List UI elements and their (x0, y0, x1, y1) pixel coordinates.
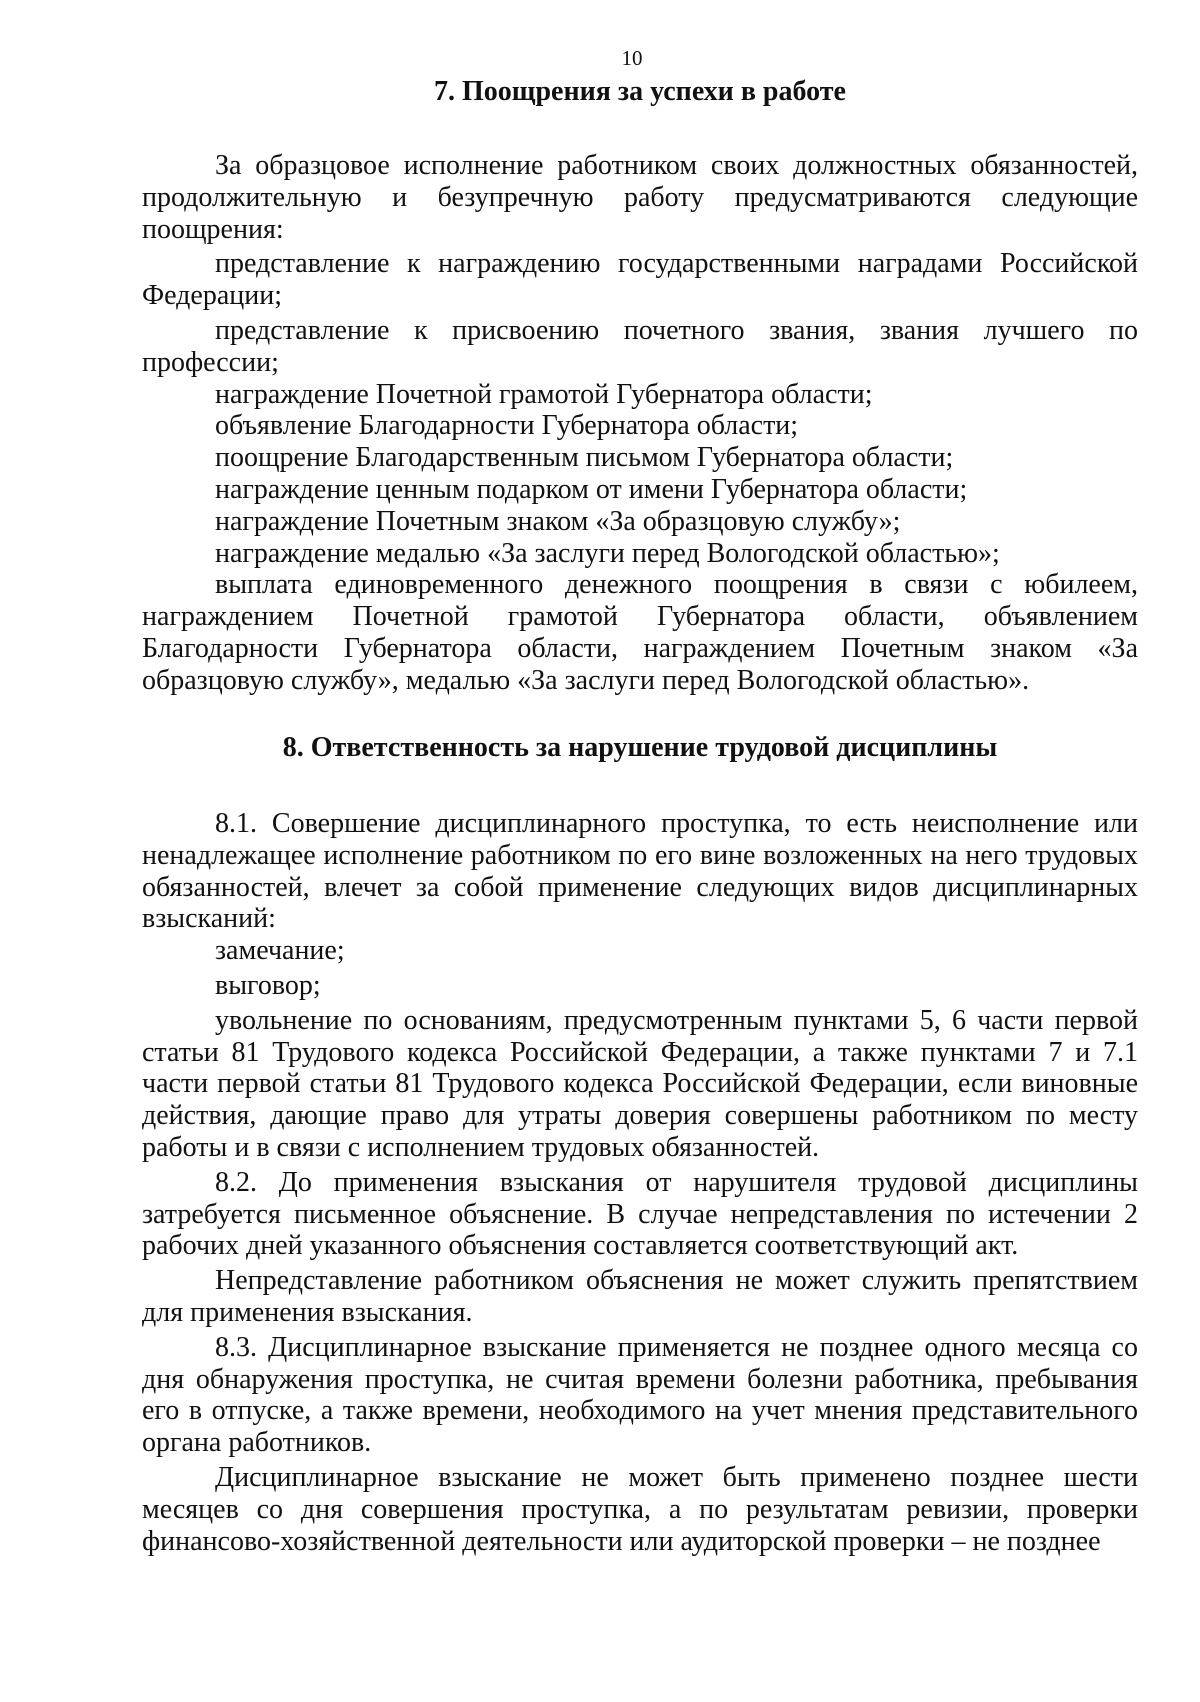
list-item: увольнение по основаниям, предусмотренным пунктами 5, 6 части первой статьи 81 Трудового кодекса Российской Федерации, а также пунктами 7 и 7.1 части первой статьи 81 Трудового кодекса Российской Федерации, если виновные действия, дающие право для утраты доверия совершены работником по месту работы и в связи с исполнением трудовых обязанностей. (142, 1004, 1138, 1163)
list-item: награждение Почетной грамотой Губернатора области; (215, 378, 873, 410)
clause-8-2-paragraph: 8.2. До применения взыскания от нарушителя трудовой дисциплины затребуется письменное объяснение. В случае непредставления по истечении 2 рабочих дней указанного объяснения составляется соответствующий акт. (142, 1166, 1138, 1262)
list-item: выговор; (215, 969, 321, 1001)
list-item: замечание; (215, 935, 345, 967)
section-7-body (142, 150, 1138, 697)
list-item: выплата единовременного денежного поощрения в связи с юбилеем, награждением Почетной грамотой Губернатора области, объявлением Благодарности Губернатора области, награждением Почетным знаком «За образцовую службу», медалью «За заслуги перед Вологодской областью». (142, 569, 1138, 696)
section-7-intro-paragraph: За образцовое исполнение работником своих должностных обязанностей, продолжительную и безупречную работу предусматриваются следующие поощрения: (142, 150, 1138, 245)
page-number: 10 (621, 46, 643, 70)
list-item: награждение ценным подарком от имени Губернатора области; (215, 473, 968, 505)
list-item: представление к награждению государственными наградами Российской Федерации; (142, 248, 1138, 312)
clause-8-1-paragraph: 8.1. Совершение дисциплинарного проступка, то есть неисполнение или ненадлежащее исполнение работником по его вине возложенных на него трудовых обязанностей, влечет за собой применение следующих видов дисциплинарных взысканий: (142, 808, 1138, 935)
section-8-title: 8. Ответственность за нарушение трудовой дисциплины (282, 732, 998, 763)
section-8-body (142, 808, 1138, 1557)
list-item: представление к присвоению почетного звания, звания лучшего по профессии; (142, 314, 1138, 378)
list-item: награждение Почетным знаком «За образцовую службу»; (215, 505, 901, 537)
paragraph: Непредставление работником объяснения не может служить препятствием для применения взыскания. (142, 1265, 1138, 1328)
section-7-title: 7. Поощрения за успехи в работе (434, 76, 846, 107)
list-item: награждение медалью «За заслуги перед Вологодской областью»; (215, 537, 1000, 569)
list-item: поощрение Благодарственным письмом Губернатора области; (215, 442, 954, 474)
list-item: объявление Благодарности Губернатора области; (215, 410, 799, 442)
clause-8-3-paragraph: 8.3. Дисциплинарное взыскание применяется не позднее одного месяца со дня обнаружения проступка, не считая времени болезни работника, пребывания его в отпуске, а также времени, необходимого на учет мнения представительного органа работников. (142, 1331, 1138, 1459)
paragraph: Дисциплинарное взыскание не может быть применено позднее шести месяцев со дня совершения проступка, а по результатам ревизии, проверки финансово-хозяйственной деятельности или аудиторской проверки – не позднее (142, 1461, 1138, 1557)
